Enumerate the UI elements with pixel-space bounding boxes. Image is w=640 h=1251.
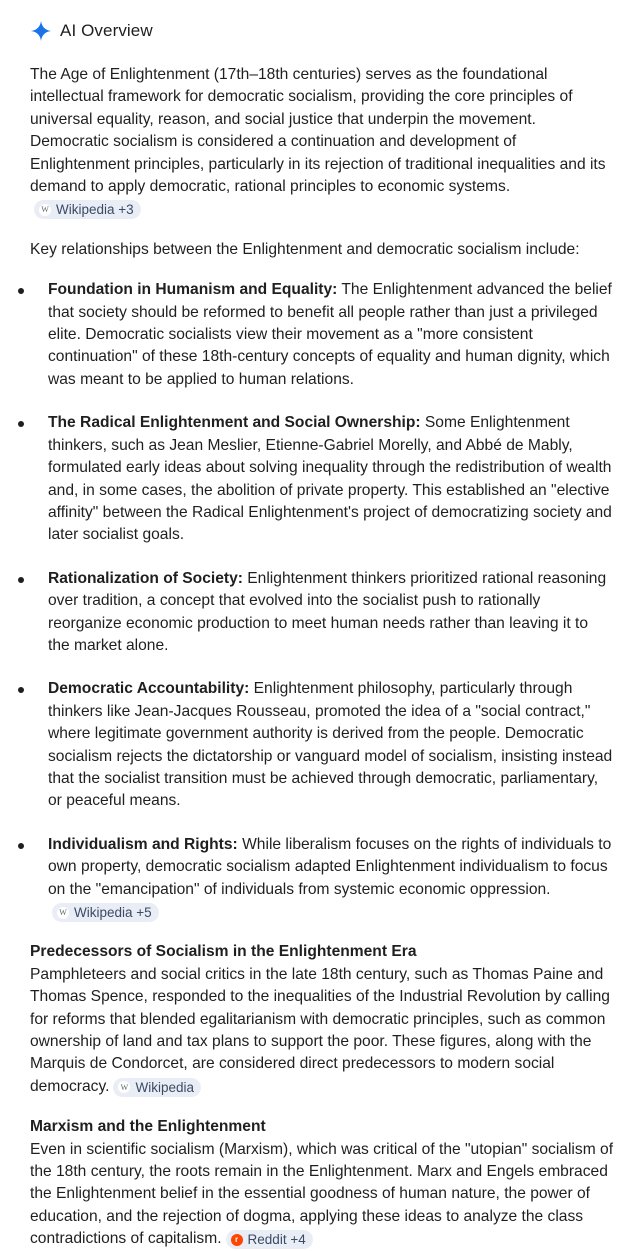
- source-chip[interactable]: [113, 1078, 201, 1097]
- list-item-title: Individualism and Rights:: [48, 835, 238, 853]
- section-predecessors: [30, 941, 614, 1098]
- wikipedia-icon: W: [57, 907, 69, 919]
- ai-overview-title: AI Overview: [60, 21, 153, 40]
- intro-paragraph: [30, 64, 614, 221]
- list-item-text: Some Enlightenment thinkers, such as Jean Meslier, Etienne-Gabriel Morelly, and Abbé de Mably, formulated early ideas about solving inequality through the redistribution of wealth and, in some cases, the abolition of private property. This established an "elective affinity" between the Radical Enlightenment's project of democratizing society and later socialist goals.: [48, 414, 612, 544]
- list-item-text: The Enlightenment advanced the belief that society should be reformed to benefit all people rather than just a privileged elite. Democratic socialists view their movement as a "more consistent continuation" of these 18th-century concepts of equality and human dignity, which was meant to be applied to human relations.: [48, 281, 612, 388]
- list-item-text: Enlightenment thinkers prioritized rational reasoning over tradition, a concept that evolved into the socialist push to rationally reorganize economic production to meet human needs rather than leaving it to the market alone.: [48, 569, 607, 654]
- source-chip[interactable]: [226, 1230, 313, 1249]
- section-heading: Predecessors of Socialism in the Enlightenment Era: [30, 943, 417, 961]
- list-item-title: Rationalization of Society:: [48, 569, 243, 587]
- sparkle-icon: [30, 20, 52, 42]
- key-relationships-list: [30, 279, 614, 923]
- reddit-icon: r: [231, 1234, 243, 1246]
- wikipedia-icon: W: [118, 1081, 130, 1093]
- list-item-title: Democratic Accountability:: [48, 680, 250, 698]
- source-chip-label: Wikipedia +5: [74, 905, 152, 920]
- list-item: [30, 568, 614, 658]
- list-item-title: Foundation in Humanism and Equality:: [48, 281, 338, 299]
- source-chip[interactable]: [52, 903, 159, 922]
- source-chip[interactable]: [34, 200, 141, 219]
- section-text: Pamphleteers and social critics in the late 18th century, such as Thomas Paine and Thomas Spence, responded to the inequalities of the Industrial Revolution by calling for reforms that blended egalitarianism with democratic principles, such as common ownership of land and tax plans to support the poor. These figures, along with the Marquis de Condorcet, are considered direct predecessors to modern social democracy.: [30, 965, 610, 1095]
- section-paragraph: [30, 964, 614, 1098]
- list-item-text: While liberalism focuses on the rights of individuals to own property, democratic socialism adapted Enlightenment individualism to focus on the "emancipation" of individuals from systemic economic oppression.: [48, 835, 612, 898]
- ai-overview-header: [30, 14, 614, 48]
- list-item: [30, 678, 614, 812]
- wikipedia-icon: W: [39, 204, 51, 216]
- section-text: Even in scientific socialism (Marxism), which was critical of the "utopian" socialism of the 18th century, the roots remain in the Enlightenment. Marx and Engels embraced the Enlightenment belief in the essential goodness of human nature, the power of education, and the rejection of dogma, applying these ideas to analyze the class contradictions of capitalism.: [30, 1140, 614, 1248]
- source-chip-label: Wikipedia: [135, 1079, 194, 1095]
- list-item: [30, 279, 614, 391]
- key-intro: Key relationships between the Enlightenment and democratic socialism include:: [30, 240, 580, 258]
- list-item: [30, 834, 614, 924]
- list-item-title: The Radical Enlightenment and Social Ownership:: [48, 414, 421, 432]
- source-chip-label: Wikipedia +3: [56, 202, 134, 218]
- section-heading: Marxism and the Enlightenment: [30, 1118, 266, 1136]
- section-paragraph: [30, 1139, 614, 1251]
- intro-text: The Age of Enlightenment (17th–18th centuries) serves as the foundational intellectual framework for democratic socialism, providing the core principles of universal equality, reason, and social justice that underpin the movement. Democratic socialism is considered a continuation and development of Enlightenment principles, particularly in its rejection of traditional inequalities and its demand to apply democratic, rational principles to economic systems.: [30, 66, 606, 196]
- source-chip-label: Reddit +4: [247, 1232, 306, 1248]
- list-item: [30, 412, 614, 546]
- list-item-text: Enlightenment philosophy, particularly through thinkers like Jean-Jacques Rousseau, promoted the idea of a "social contract," where legitimate government authority is derived from the people. Democratic socialism rejects the dictatorship or vanguard model of socialism, insisting instead that the socialist transition must be achieved through democratic, parliamentary, or peaceful means.: [48, 680, 613, 810]
- section-marxism: [30, 1116, 614, 1250]
